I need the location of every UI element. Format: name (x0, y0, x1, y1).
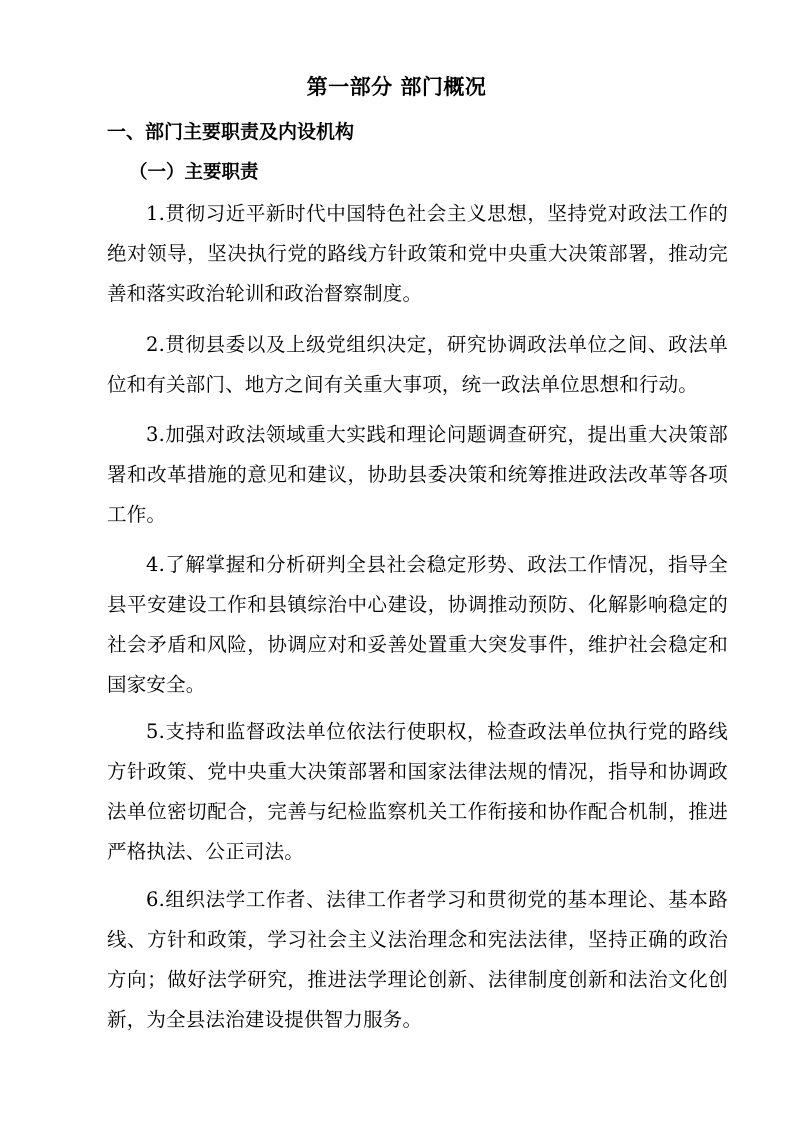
section-heading: 一、部门主要职责及内设机构 (107, 121, 355, 143)
paragraph-duty-2: 2.贯彻县委以及上级党组织决定，研究协调政法单位之间、政法单位和有关部门、地方之间有关重大事项，统一政法单位思想和行动。 (107, 333, 728, 396)
paragraph-duty-3: 3.加强对政法领域重大实践和理论问题调查研究，提出重大决策部署和改革措施的意见和建议，协助县委决策和统筹推进政法改革等各项工作。 (107, 423, 728, 526)
paragraph-duty-4: 4.了解掌握和分析研判全县社会稳定形势、政法工作情况，指导全县平安建设工作和县镇综治中心建设，协调推动预防、化解影响稳定的社会矛盾和风险，协调应对和妥善处置重大突发事件，维护社会稳定和国家安全。 (107, 553, 728, 696)
subsection-heading: （一）主要职责 (129, 162, 259, 183)
paragraph-duty-5: 5.支持和监督政法单位依法行使职权，检查政法单位执行党的路线方针政策、党中央重大决策部署和国家法律法规的情况，指导和协调政法单位密切配合，完善与纪检监察机关工作衔接和协作配合机制，推进严格执法、公正司法。 (107, 720, 728, 863)
page-title: 第一部分 部门概况 (306, 75, 487, 99)
paragraph-duty-1: 1.贯彻习近平新时代中国特色社会主义思想，坚持党对政法工作的绝对领导，坚决执行党的路线方针政策和党中央重大决策部署，推动完善和落实政治轮训和政治督察制度。 (107, 202, 728, 305)
paragraph-duty-6: 6.组织法学工作者、法律工作者学习和贯彻党的基本理论、基本路线、方针和政策，学习社会主义法治理念和宪法法律，坚持正确的政治方向；做好法学研究，推进法学理论创新、法律制度创新和法治文化创新，为全县法治建设提供智力服务。 (107, 888, 728, 1031)
